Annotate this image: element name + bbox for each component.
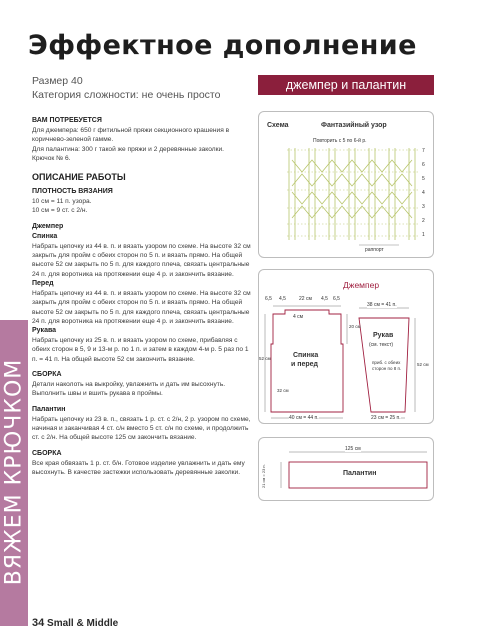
jumper-heading: Джемпер [32, 222, 64, 230]
materials-hook: Крючок № 6. [32, 154, 71, 162]
difficulty-line: Категория сложности: не очень просто [32, 89, 221, 101]
armhole-height-dim: 20 см [349, 324, 361, 329]
size-line: Размер 40 [32, 75, 83, 87]
schema-title: Схема [267, 122, 289, 129]
row-number: 4 [422, 190, 425, 196]
row-number: 3 [422, 204, 425, 210]
total-height-dim: 52 см [259, 356, 271, 361]
stole-heading: Палантин [32, 405, 66, 413]
assembly-heading: СБОРКА [32, 371, 62, 379]
shoulder-dim: 6,5 [333, 296, 340, 302]
neck-height-dim: 4 см [293, 314, 304, 320]
assembly-text: Детали наколоть на выкройку, увлажнить и дать им высохнуть. Выполнить швы и вшить рукава в проймы. [32, 381, 226, 398]
stole-label: Палантин [343, 470, 377, 477]
back-heading: Спинка [32, 232, 58, 240]
jumper-schematic [259, 270, 435, 425]
magazine-name: Small & Middle [47, 618, 119, 629]
crochet-chart [259, 112, 435, 259]
pattern-schema-panel [258, 111, 434, 258]
stole-length-dim: 125 см [345, 446, 361, 452]
page-number: 34 [32, 617, 45, 629]
row-number: 5 [422, 176, 425, 182]
stole-pattern-panel [258, 437, 434, 501]
body-width-dim: 40 см = 44 п. [289, 415, 319, 421]
schema-repeat-note: Повторить с 5 по 6-й р. [313, 138, 367, 144]
rapport-label: раппорт [365, 247, 384, 253]
jumper-pattern-panel [258, 269, 434, 424]
sleeves-heading: Рукава [32, 327, 57, 335]
sleeves-text: Набрать цепочку из 25 в. п. и вязать узором по схеме, прибавляя с обеих сторон в 5, 9 и 13-м р. по 1 п. и затем в каждом 4-м р. 5 раз по 1 п. = 41 п. На общей высоте 52 см закончить вязание. [32, 337, 249, 363]
front-heading: Перед [32, 279, 54, 287]
back-front-label: Спинка [293, 352, 319, 359]
front-text: Набрать цепочку из 44 в. п. и вязать узором по схеме. На высоте 32 см закрыть для пройм с обеих сторон по 5 п. и вязать прямо. На общей высоте 52 см закрыть по 5 п. для каждого плеча, связать центральные 24 п. для воротника на протяжении еще 4 р. и закончить вязание. [32, 289, 251, 325]
sleeve-height-dim: 52 см [417, 362, 429, 367]
shoulder-dim: 6,5 [265, 296, 272, 302]
sleeve-label: Рукав [373, 332, 394, 339]
density-line: 10 см = 11 п. узора. [32, 198, 92, 206]
body-height-dim: 32 см [277, 388, 289, 393]
schema-pattern-name: Фантазийный узор [321, 122, 387, 129]
shoulder-dim: 4,5 [279, 296, 286, 302]
density-heading: ПЛОТНОСТЬ ВЯЗАНИЯ [32, 188, 113, 196]
shoulder-dim: 4,5 [321, 296, 328, 302]
row-number: 6 [422, 162, 425, 168]
side-band-text: ВЯЖЕМ КРЮЧКОМ [1, 358, 27, 586]
back-text: Набрать цепочку из 44 в. п. и вязать узором по схеме. На высоте 32 см закрыть для пройм с обеих сторон по 5 п. и вязать прямо. На общей высоте 52 см закрыть по 5 п. для каждого плеча, связать центральные 24 п. для воротника на протяжении еще 4 р. и закончить вязание. [32, 242, 251, 278]
instructions-column [32, 116, 254, 477]
neck-width-dim: 22 см [299, 296, 312, 302]
assembly-text: Все края обвязать 1 р. ст. б/н. Готовое изделие увлажнить и дать ему высохнуть. В качестве застежки использовать деревянные заколки. [32, 459, 245, 476]
category-tag: джемпер и палантин [258, 75, 434, 95]
materials-jumper: Для джемпера: 650 г фитильной пряжи секционного крашения в коричнево-зеленой гамме. [32, 127, 230, 144]
row-number: 2 [422, 218, 425, 224]
assembly-heading: СБОРКА [32, 449, 62, 457]
page-title: Эффектное дополнение [28, 30, 417, 61]
density-line: 10 см = 9 ст. с 2/н. [32, 207, 88, 215]
materials-stole: Для палантина: 300 г такой же пряжи и 2 деревянные заколки. [32, 145, 224, 153]
sleeve-label: (см. текст) [369, 342, 394, 348]
materials-heading: ВАМ ПОТРЕБУЕТСЯ [32, 117, 102, 124]
sleeve-top-dim: 38 см = 41 п. [367, 302, 397, 308]
description-heading: ОПИСАНИЕ РАБОТЫ [32, 172, 126, 183]
page-footer [32, 617, 118, 629]
row-number: 1 [422, 232, 425, 238]
row-number: 7 [422, 148, 425, 154]
stole-text: Набрать цепочку из 23 в. п., связать 1 р. ст. с 2/н, 2 р. узором по схеме, начиная и заканчивая 4 ст. с/н вместо 5 ст. с/н по схеме, и продолжить ст. с 2/н. На общей высоте 125 см закончить вязание. [32, 415, 251, 442]
jumper-diagram-title: Джемпер [343, 280, 380, 290]
sleeve-bottom-dim: 23 см = 25 п. [371, 415, 401, 421]
back-front-label: и перед [291, 361, 318, 368]
stole-width-dim: 21 см = 23 п. [261, 464, 266, 488]
sleeve-increase-note: приб. с обеих сторон по 8 п. [372, 360, 402, 371]
